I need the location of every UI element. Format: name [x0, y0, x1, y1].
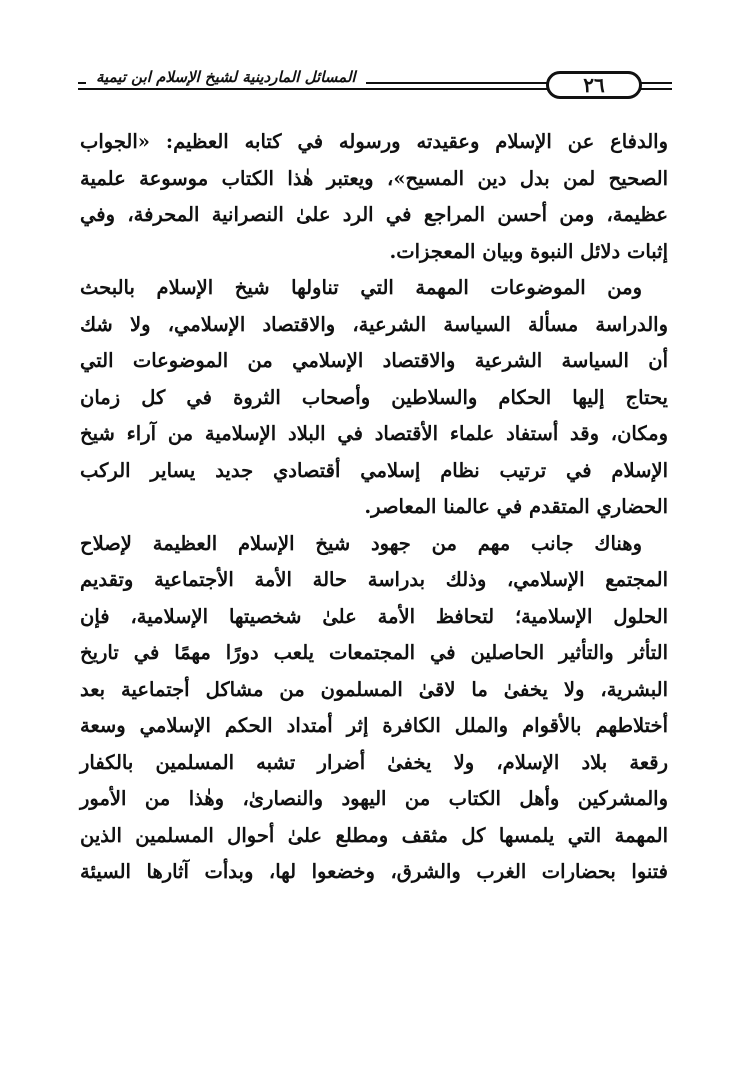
text-line: ومكان، وقد أستفاد علماء الأقتصاد في البلاد الإسلامية من آراء شيخ	[80, 422, 668, 445]
page-header	[78, 62, 672, 112]
text-line: الحضاري المتقدم في عالمنا المعاصر.	[364, 495, 668, 518]
text-line: والمشركين وأهل الكتاب من اليهود والنصارىٰ، وهٰذا من الأمور	[80, 787, 668, 810]
text-line: أختلاطهم بالأقوام والملل الكافرة إثر أمتداد الحكم الإسلامي وسعة	[80, 714, 668, 737]
text-line: البشرية، ولا يخفىٰ ما لاقىٰ المسلمون من مشاكل أجتماعية بعد	[80, 677, 668, 701]
text-line: الإسلام في ترتيب نظام إسلامي أقتصادي جديد يساير الركب	[80, 458, 668, 482]
text-line: المجتمع الإسلامي، وذلك بدراسة حالة الأمة الأجتماعية وتقديم	[80, 568, 668, 591]
text-line: التأثر والتأثير الحاصلين في المجتمعات يلعب دورًا مهمًا في تاريخ	[80, 641, 668, 664]
text-line: ومن الموضوعات المهمة التي تناولها شيخ الإسلام بالبحث	[80, 276, 642, 299]
text-line: فتنوا بحضارات الغرب والشرق، وخضعوا لها، وبدأت آثارها السيئة	[80, 860, 668, 883]
text-line: أن السياسة الشرعية والاقتصاد الإسلامي من الموضوعات التي	[80, 349, 668, 372]
running-title: المسائل الماردينية لشيخ الإسلام ابن تيمية	[86, 68, 366, 86]
text-line: يحتاج إليها الحكام والسلاطين وأصحاب الثروة في كل زمان	[80, 385, 668, 409]
text-line: الصحيح لمن بدل دين المسيح»، ويعتبر هٰذا الكتاب موسوعة علمية	[80, 166, 668, 190]
text-line: إثبات دلائل النبوة وبيان المعجزات.	[389, 239, 668, 263]
text-line: والدفاع عن الإسلام وعقيدته ورسوله في كتابه العظيم: «الجواب	[80, 130, 668, 153]
page-number: ٢٦	[546, 71, 642, 99]
text-line: والدراسة مسألة السياسة الشرعية، والاقتصاد الإسلامي، ولا شك	[80, 312, 668, 336]
text-line: عظيمة، ومن أحسن المراجع في الرد علىٰ النصرانية المحرفة، وفي	[80, 203, 668, 226]
text-line: رقعة بلاد الإسلام، ولا يخفىٰ أضرار تشبه المسلمين بالكفار	[80, 750, 668, 774]
body-text	[80, 124, 668, 891]
text-line: الحلول الإسلامية؛ لتحافظ الأمة علىٰ شخصيتها الإسلامية، فإن	[80, 604, 668, 628]
text-line: وهناك جانب مهم من جهود شيخ الإسلام العظيمة لإصلاح	[80, 531, 642, 555]
text-line: المهمة التي يلمسها كل مثقف ومطلع علىٰ أحوال المسلمين الذين	[80, 823, 668, 847]
